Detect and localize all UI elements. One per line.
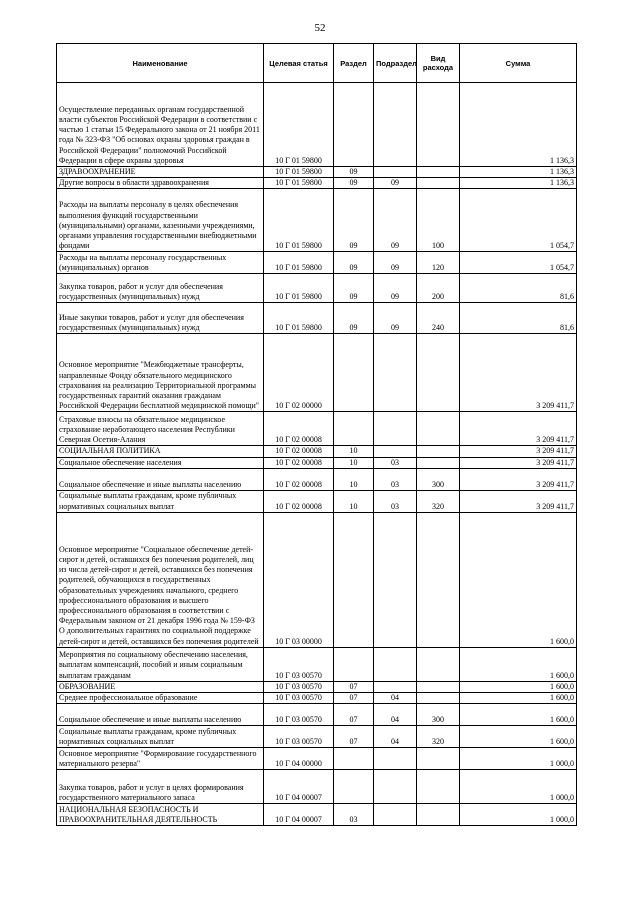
- cell-amount: 1 600,0: [460, 512, 577, 647]
- cell-name: Социальное обеспечение и иные выплаты населению: [57, 468, 264, 490]
- table-row: [57, 178, 577, 189]
- cell-target-article: 10 Г 02 00008: [264, 446, 334, 457]
- cell-section: [334, 770, 374, 804]
- cell-name: Расходы на выплаты персоналу государственных (муниципальных) органов: [57, 252, 264, 274]
- cell-target-article: 10 Г 01 59800: [264, 274, 334, 303]
- cell-amount: 3 209 411,7: [460, 412, 577, 446]
- cell-section: 09: [334, 178, 374, 189]
- table-row: [57, 512, 577, 647]
- table-row: [57, 468, 577, 490]
- cell-name: Основное мероприятие "Социальное обеспечение детей-сирот и детей, оставшихся без попечения родителей, лиц из числа детей-сирот и детей, оставшихся без попечения родителей, обучающихся в государственных образовательных учреждениях начального, среднего профессионального образования и высшего профессионального образования в соответствии с Федеральным законом от 21 декабря 1996 года № 159-ФЗ О дополнительных гарантиях по социальной поддержке детей-сирот и детей, оставшихся без попечения родителей: [57, 512, 264, 647]
- cell-amount: 1 000,0: [460, 748, 577, 770]
- table-row: [57, 167, 577, 178]
- cell-expense-type: [417, 804, 460, 826]
- table-row: [57, 252, 577, 274]
- cell-subsection: 09: [374, 274, 417, 303]
- table-row: [57, 189, 577, 252]
- cell-section: 07: [334, 681, 374, 692]
- table-row: [57, 303, 577, 334]
- cell-target-article: 10 Г 03 00570: [264, 704, 334, 726]
- cell-expense-type: [417, 693, 460, 704]
- cell-section: 09: [334, 274, 374, 303]
- cell-subsection: [374, 446, 417, 457]
- cell-target-article: 10 Г 01 59800: [264, 167, 334, 178]
- header-amount: Сумма: [460, 44, 577, 83]
- header-section: Раздел: [334, 44, 374, 83]
- cell-expense-type: [417, 167, 460, 178]
- cell-target-article: 10 Г 04 00007: [264, 770, 334, 804]
- table-row: [57, 412, 577, 446]
- cell-amount: 1 600,0: [460, 726, 577, 748]
- cell-name: Среднее профессиональное образование: [57, 693, 264, 704]
- cell-subsection: [374, 804, 417, 826]
- cell-target-article: 10 Г 01 59800: [264, 252, 334, 274]
- cell-subsection: 03: [374, 468, 417, 490]
- cell-target-article: 10 Г 02 00008: [264, 457, 334, 468]
- page-number: 52: [314, 22, 326, 34]
- cell-target-article: 10 Г 02 00008: [264, 490, 334, 512]
- table-row: [57, 704, 577, 726]
- header-target-article: Целевая статья: [264, 44, 334, 83]
- cell-amount: 3 209 411,7: [460, 457, 577, 468]
- table-row: [57, 83, 577, 167]
- table-row: [57, 770, 577, 804]
- cell-expense-type: [417, 178, 460, 189]
- cell-target-article: 10 Г 03 00570: [264, 647, 334, 681]
- cell-section: 09: [334, 252, 374, 274]
- cell-section: 10: [334, 457, 374, 468]
- cell-amount: 1 600,0: [460, 693, 577, 704]
- cell-name: ОБРАЗОВАНИЕ: [57, 681, 264, 692]
- cell-subsection: 09: [374, 178, 417, 189]
- cell-amount: 1 136,3: [460, 167, 577, 178]
- cell-expense-type: 320: [417, 490, 460, 512]
- cell-section: [334, 647, 374, 681]
- cell-target-article: 10 Г 04 00007: [264, 804, 334, 826]
- cell-amount: 3 209 411,7: [460, 446, 577, 457]
- cell-name: Мероприятия по социальному обеспечению населения, выплатам компенсаций, пособий и иным социальным выплатам гражданам: [57, 647, 264, 681]
- cell-section: 10: [334, 490, 374, 512]
- cell-subsection: [374, 83, 417, 167]
- cell-section: 07: [334, 693, 374, 704]
- cell-name: Иные закупки товаров, работ и услуг для обеспечения государственных (муниципальных) нужд: [57, 303, 264, 334]
- table-row: [57, 490, 577, 512]
- table-row: [57, 748, 577, 770]
- header-subsection: Подраздел: [374, 44, 417, 83]
- cell-target-article: 10 Г 03 00570: [264, 681, 334, 692]
- cell-name: ЗДРАВООХРАНЕНИЕ: [57, 167, 264, 178]
- cell-amount: 1 054,7: [460, 189, 577, 252]
- cell-section: 10: [334, 446, 374, 457]
- cell-name: Осуществление переданных органам государственной власти субъектов Российской Федерации в соответствии с частью 1 статьи 15 Федерального закона от 21 ноября 2011 года № 323-ФЗ "Об основах охраны здоровья граждан в Российской Федерации" полномочий Российской Федерации в сфере охраны здоровья: [57, 83, 264, 167]
- cell-target-article: 10 Г 02 00008: [264, 412, 334, 446]
- table-row: [57, 274, 577, 303]
- header-name: Наименование: [57, 44, 264, 83]
- cell-name: Социальные выплаты гражданам, кроме публичных нормативных социальных выплат: [57, 490, 264, 512]
- budget-table: [56, 43, 577, 826]
- cell-expense-type: 300: [417, 704, 460, 726]
- header-expense-type: Вид расхода: [417, 44, 460, 83]
- cell-target-article: 10 Г 02 00000: [264, 334, 334, 412]
- table-row: [57, 446, 577, 457]
- cell-subsection: 04: [374, 693, 417, 704]
- cell-expense-type: [417, 512, 460, 647]
- cell-target-article: 10 Г 02 00008: [264, 468, 334, 490]
- cell-name: Социальное обеспечение и иные выплаты населению: [57, 704, 264, 726]
- table-row: [57, 726, 577, 748]
- cell-section: [334, 334, 374, 412]
- cell-section: 03: [334, 804, 374, 826]
- cell-subsection: 04: [374, 704, 417, 726]
- table-row: [57, 334, 577, 412]
- table-row: [57, 457, 577, 468]
- cell-expense-type: 200: [417, 274, 460, 303]
- cell-name: Расходы на выплаты персоналу в целях обеспечения выполнения функций государственными (муниципальными) органами, казенными учреждениями, органами управления государственными внебюджетными фондами: [57, 189, 264, 252]
- cell-amount: 1 136,3: [460, 178, 577, 189]
- cell-name: Основное мероприятие "Межбюджетные трансферты, направленные Фонду обязательного медицинского страхования на реализацию Территориальной программы государственных гарантий оказания гражданам Российской Федерации бесплатной медицинской помощи": [57, 334, 264, 412]
- cell-name: СОЦИАЛЬНАЯ ПОЛИТИКА: [57, 446, 264, 457]
- cell-target-article: 10 Г 03 00000: [264, 512, 334, 647]
- cell-subsection: [374, 412, 417, 446]
- cell-expense-type: 300: [417, 468, 460, 490]
- cell-name: Закупка товаров, работ и услуг для обеспечения государственных (муниципальных) нужд: [57, 274, 264, 303]
- cell-section: 09: [334, 189, 374, 252]
- cell-name: Страховые взносы на обязательное медицинское страхование неработающего населения Республики Северная Осетия-Алания: [57, 412, 264, 446]
- cell-subsection: [374, 167, 417, 178]
- cell-target-article: 10 Г 01 59800: [264, 303, 334, 334]
- cell-section: 09: [334, 303, 374, 334]
- cell-target-article: 10 Г 03 00570: [264, 726, 334, 748]
- cell-target-article: 10 Г 04 00000: [264, 748, 334, 770]
- cell-expense-type: [417, 748, 460, 770]
- cell-name: Основное мероприятие "Формирование государственного материального резерва": [57, 748, 264, 770]
- cell-subsection: [374, 770, 417, 804]
- cell-amount: 1 600,0: [460, 681, 577, 692]
- cell-amount: 81,6: [460, 274, 577, 303]
- cell-section: 07: [334, 726, 374, 748]
- cell-expense-type: 100: [417, 189, 460, 252]
- cell-target-article: 10 Г 03 00570: [264, 693, 334, 704]
- table-row: [57, 693, 577, 704]
- cell-expense-type: [417, 83, 460, 167]
- cell-subsection: 04: [374, 726, 417, 748]
- cell-name: Закупка товаров, работ и услуг в целях формирования государственного материального запаса: [57, 770, 264, 804]
- cell-subsection: 09: [374, 303, 417, 334]
- cell-amount: 1 136,3: [460, 83, 577, 167]
- cell-subsection: [374, 647, 417, 681]
- cell-amount: 3 209 411,7: [460, 490, 577, 512]
- cell-subsection: 03: [374, 457, 417, 468]
- cell-section: [334, 83, 374, 167]
- table-header-row: [57, 44, 577, 83]
- cell-amount: 81,6: [460, 303, 577, 334]
- cell-name: Социальные выплаты гражданам, кроме публичных нормативных социальных выплат: [57, 726, 264, 748]
- cell-subsection: [374, 334, 417, 412]
- table-body: [57, 83, 577, 826]
- cell-amount: 1 600,0: [460, 704, 577, 726]
- cell-expense-type: 320: [417, 726, 460, 748]
- cell-section: [334, 748, 374, 770]
- cell-expense-type: [417, 770, 460, 804]
- cell-name: НАЦИОНАЛЬНАЯ БЕЗОПАСНОСТЬ И ПРАВООХРАНИТЕЛЬНАЯ ДЕЯТЕЛЬНОСТЬ: [57, 804, 264, 826]
- cell-amount: 3 209 411,7: [460, 334, 577, 412]
- table-row: [57, 647, 577, 681]
- cell-expense-type: [417, 412, 460, 446]
- cell-target-article: 10 Г 01 59800: [264, 189, 334, 252]
- cell-subsection: [374, 512, 417, 647]
- cell-expense-type: [417, 647, 460, 681]
- cell-subsection: [374, 748, 417, 770]
- cell-amount: 1 000,0: [460, 770, 577, 804]
- cell-subsection: [374, 681, 417, 692]
- cell-expense-type: [417, 334, 460, 412]
- cell-name: Социальное обеспечение населения: [57, 457, 264, 468]
- cell-name: Другие вопросы в области здравоохранения: [57, 178, 264, 189]
- cell-section: 10: [334, 468, 374, 490]
- cell-target-article: 10 Г 01 59800: [264, 178, 334, 189]
- cell-expense-type: [417, 446, 460, 457]
- cell-target-article: 10 Г 01 59800: [264, 83, 334, 167]
- cell-expense-type: [417, 457, 460, 468]
- cell-subsection: 09: [374, 189, 417, 252]
- cell-expense-type: [417, 681, 460, 692]
- cell-expense-type: 240: [417, 303, 460, 334]
- cell-amount: 3 209 411,7: [460, 468, 577, 490]
- cell-amount: 1 000,0: [460, 804, 577, 826]
- cell-section: 07: [334, 704, 374, 726]
- cell-amount: 1 600,0: [460, 647, 577, 681]
- cell-expense-type: 120: [417, 252, 460, 274]
- table-row: [57, 681, 577, 692]
- cell-section: [334, 412, 374, 446]
- table-row: [57, 804, 577, 826]
- cell-subsection: 03: [374, 490, 417, 512]
- cell-section: 09: [334, 167, 374, 178]
- cell-section: [334, 512, 374, 647]
- cell-subsection: 09: [374, 252, 417, 274]
- cell-amount: 1 054,7: [460, 252, 577, 274]
